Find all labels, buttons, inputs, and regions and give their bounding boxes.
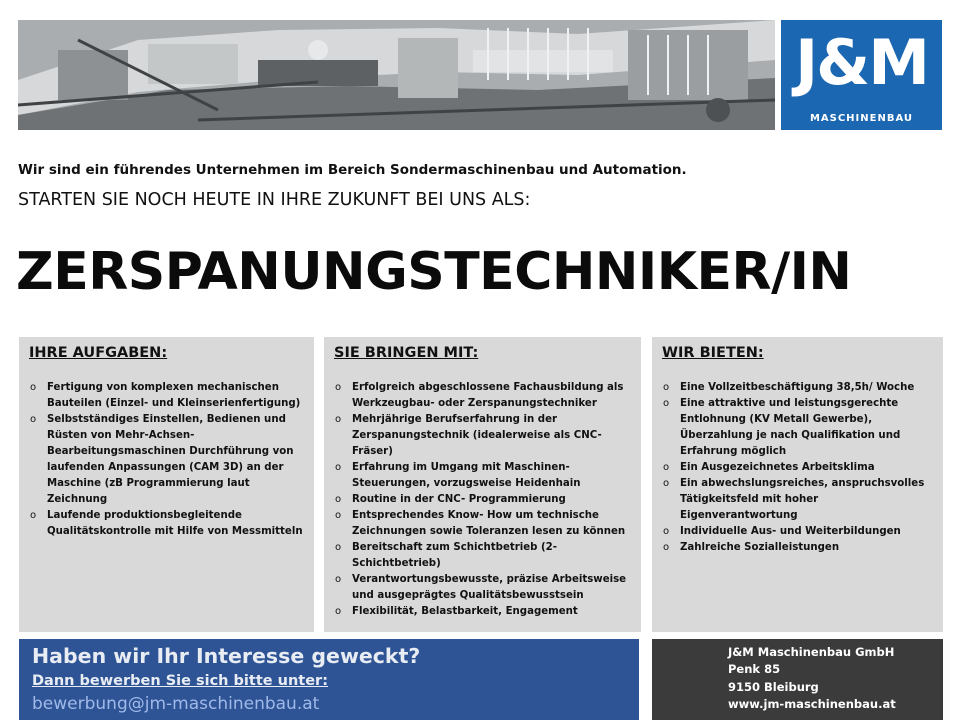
bullet-icon: o xyxy=(663,398,670,409)
list-item-text: Verantwortungsbewusste, präzise Arbeitsweise und ausgeprägtes Qualitätsbewusstsein xyxy=(352,574,627,601)
list-item-text: Eine attraktive und leistungsgerechte Entlohnung (KV Metall Gewerbe), Überzahlung je nach Qualifikation und Erfahrung möglich xyxy=(680,398,901,457)
apply-instruction: Dann bewerben Sie sich bitte unter: xyxy=(32,673,329,689)
company-street: Penk 85 xyxy=(728,662,781,677)
list-item xyxy=(334,380,633,412)
list-item xyxy=(334,412,633,460)
company-logo xyxy=(781,20,942,130)
company-website-link[interactable]: www.jm-maschinenbau.at xyxy=(728,697,896,712)
bullet-icon: o xyxy=(335,510,342,521)
list-item xyxy=(662,460,935,476)
list-item xyxy=(334,492,633,508)
tasks-heading: IHRE AUFGABEN: xyxy=(29,345,168,361)
list-item-text: Erfahrung im Umgang mit Maschinen-Steuerungen, vorzugsweise Heidenhain xyxy=(352,462,581,489)
list-item-text: Bereitschaft zum Schichtbetrieb (2-Schichtbetrieb) xyxy=(352,542,557,569)
interest-question: Haben wir Ihr Interesse geweckt? xyxy=(32,644,421,668)
bullet-icon: o xyxy=(335,574,342,585)
benefits-panel xyxy=(652,337,943,632)
bullet-icon: o xyxy=(30,510,37,521)
list-item xyxy=(334,604,633,620)
list-item-text: Ein Ausgezeichnetes Arbeitsklima xyxy=(680,462,875,473)
requirements-list xyxy=(334,380,633,620)
application-box xyxy=(19,639,639,720)
list-item xyxy=(662,540,935,556)
bullet-icon: o xyxy=(335,494,342,505)
logo-subtitle: MASCHINENBAU xyxy=(809,113,914,124)
list-item-text: Zahlreiche Sozialleistungen xyxy=(680,542,840,553)
list-item xyxy=(662,380,935,396)
list-item xyxy=(334,508,633,540)
list-item xyxy=(29,412,306,508)
bullet-icon: o xyxy=(663,542,670,553)
bullet-icon: o xyxy=(663,478,670,489)
list-item xyxy=(662,476,935,524)
header-machine-photo xyxy=(18,20,775,130)
requirements-heading: SIE BRINGEN MIT: xyxy=(334,345,479,361)
list-item-text: Ein abwechslungsreiches, anspruchsvolles Tätigkeitsfeld mit hoher Eigenverantwortung xyxy=(680,478,925,521)
list-item-text: Erfolgreich abgeschlossene Fachausbildung als Werkzeugbau- oder Zerspanungstechniker xyxy=(352,382,624,409)
job-title: ZERSPANUNGSTECHNIKER/IN xyxy=(16,242,852,302)
bullet-icon: o xyxy=(30,414,37,425)
list-item xyxy=(29,508,306,540)
list-item xyxy=(334,572,633,604)
company-name: J&M Maschinenbau GmbH xyxy=(728,645,895,659)
requirements-panel xyxy=(324,337,641,632)
bullet-icon: o xyxy=(663,382,670,393)
list-item xyxy=(29,380,306,412)
list-item-text: Mehrjährige Berufserfahrung in der Zerspanungstechnik (idealerweise als CNC-Fräser) xyxy=(352,414,602,457)
tasks-list xyxy=(29,380,306,540)
company-address-box xyxy=(652,639,943,720)
bullet-icon: o xyxy=(335,462,342,473)
list-item-text: Fertigung von komplexen mechanischen Bauteilen (Einzel- und Kleinserienfertigung) xyxy=(47,382,301,409)
list-item xyxy=(334,540,633,572)
list-item xyxy=(662,524,935,540)
bullet-icon: o xyxy=(663,526,670,537)
logo-mark: J&M xyxy=(795,26,928,99)
list-item-text: Laufende produktionsbegleitende Qualitätskontrolle mit Hilfe von Messmitteln xyxy=(47,510,303,537)
bullet-icon: o xyxy=(335,606,342,617)
benefits-heading: WIR BIETEN: xyxy=(662,345,764,361)
machine-photo-image xyxy=(18,20,775,130)
bullet-icon: o xyxy=(30,382,37,393)
list-item-text: Individuelle Aus- und Weiterbildungen xyxy=(680,526,901,537)
list-item-text: Selbstständiges Einstellen, Bedienen und Rüsten von Mehr-Achsen-Bearbeitungsmaschinen Durchführung von laufenden Anpassungen (CAM 3D) an der Maschine (zB Programmierung laut Zeichnung xyxy=(47,414,294,505)
application-email-link[interactable]: bewerbung@jm-maschinenbau.at xyxy=(32,694,320,714)
company-intro: Wir sind ein führendes Unternehmen im Bereich Sondermaschinenbau und Automation. xyxy=(18,162,687,178)
company-city: 9150 Bleiburg xyxy=(728,679,819,694)
bullet-icon: o xyxy=(335,382,342,393)
list-item-text: Eine Vollzeitbeschäftigung 38,5h/ Woche xyxy=(680,382,915,393)
tasks-panel xyxy=(19,337,314,632)
list-item xyxy=(334,460,633,492)
list-item-text: Entsprechendes Know- How um technische Zeichnungen sowie Toleranzen lesen zu können xyxy=(352,510,626,537)
list-item-text: Flexibilität, Belastbarkeit, Engagement xyxy=(352,606,578,617)
benefits-list xyxy=(662,380,935,556)
list-item xyxy=(662,396,935,460)
call-to-action-subhead: STARTEN SIE NOCH HEUTE IN IHRE ZUKUNFT BEI UNS ALS: xyxy=(18,190,531,210)
bullet-icon: o xyxy=(335,542,342,553)
bullet-icon: o xyxy=(663,462,670,473)
bullet-icon: o xyxy=(335,414,342,425)
list-item-text: Routine in der CNC- Programmierung xyxy=(352,494,566,505)
